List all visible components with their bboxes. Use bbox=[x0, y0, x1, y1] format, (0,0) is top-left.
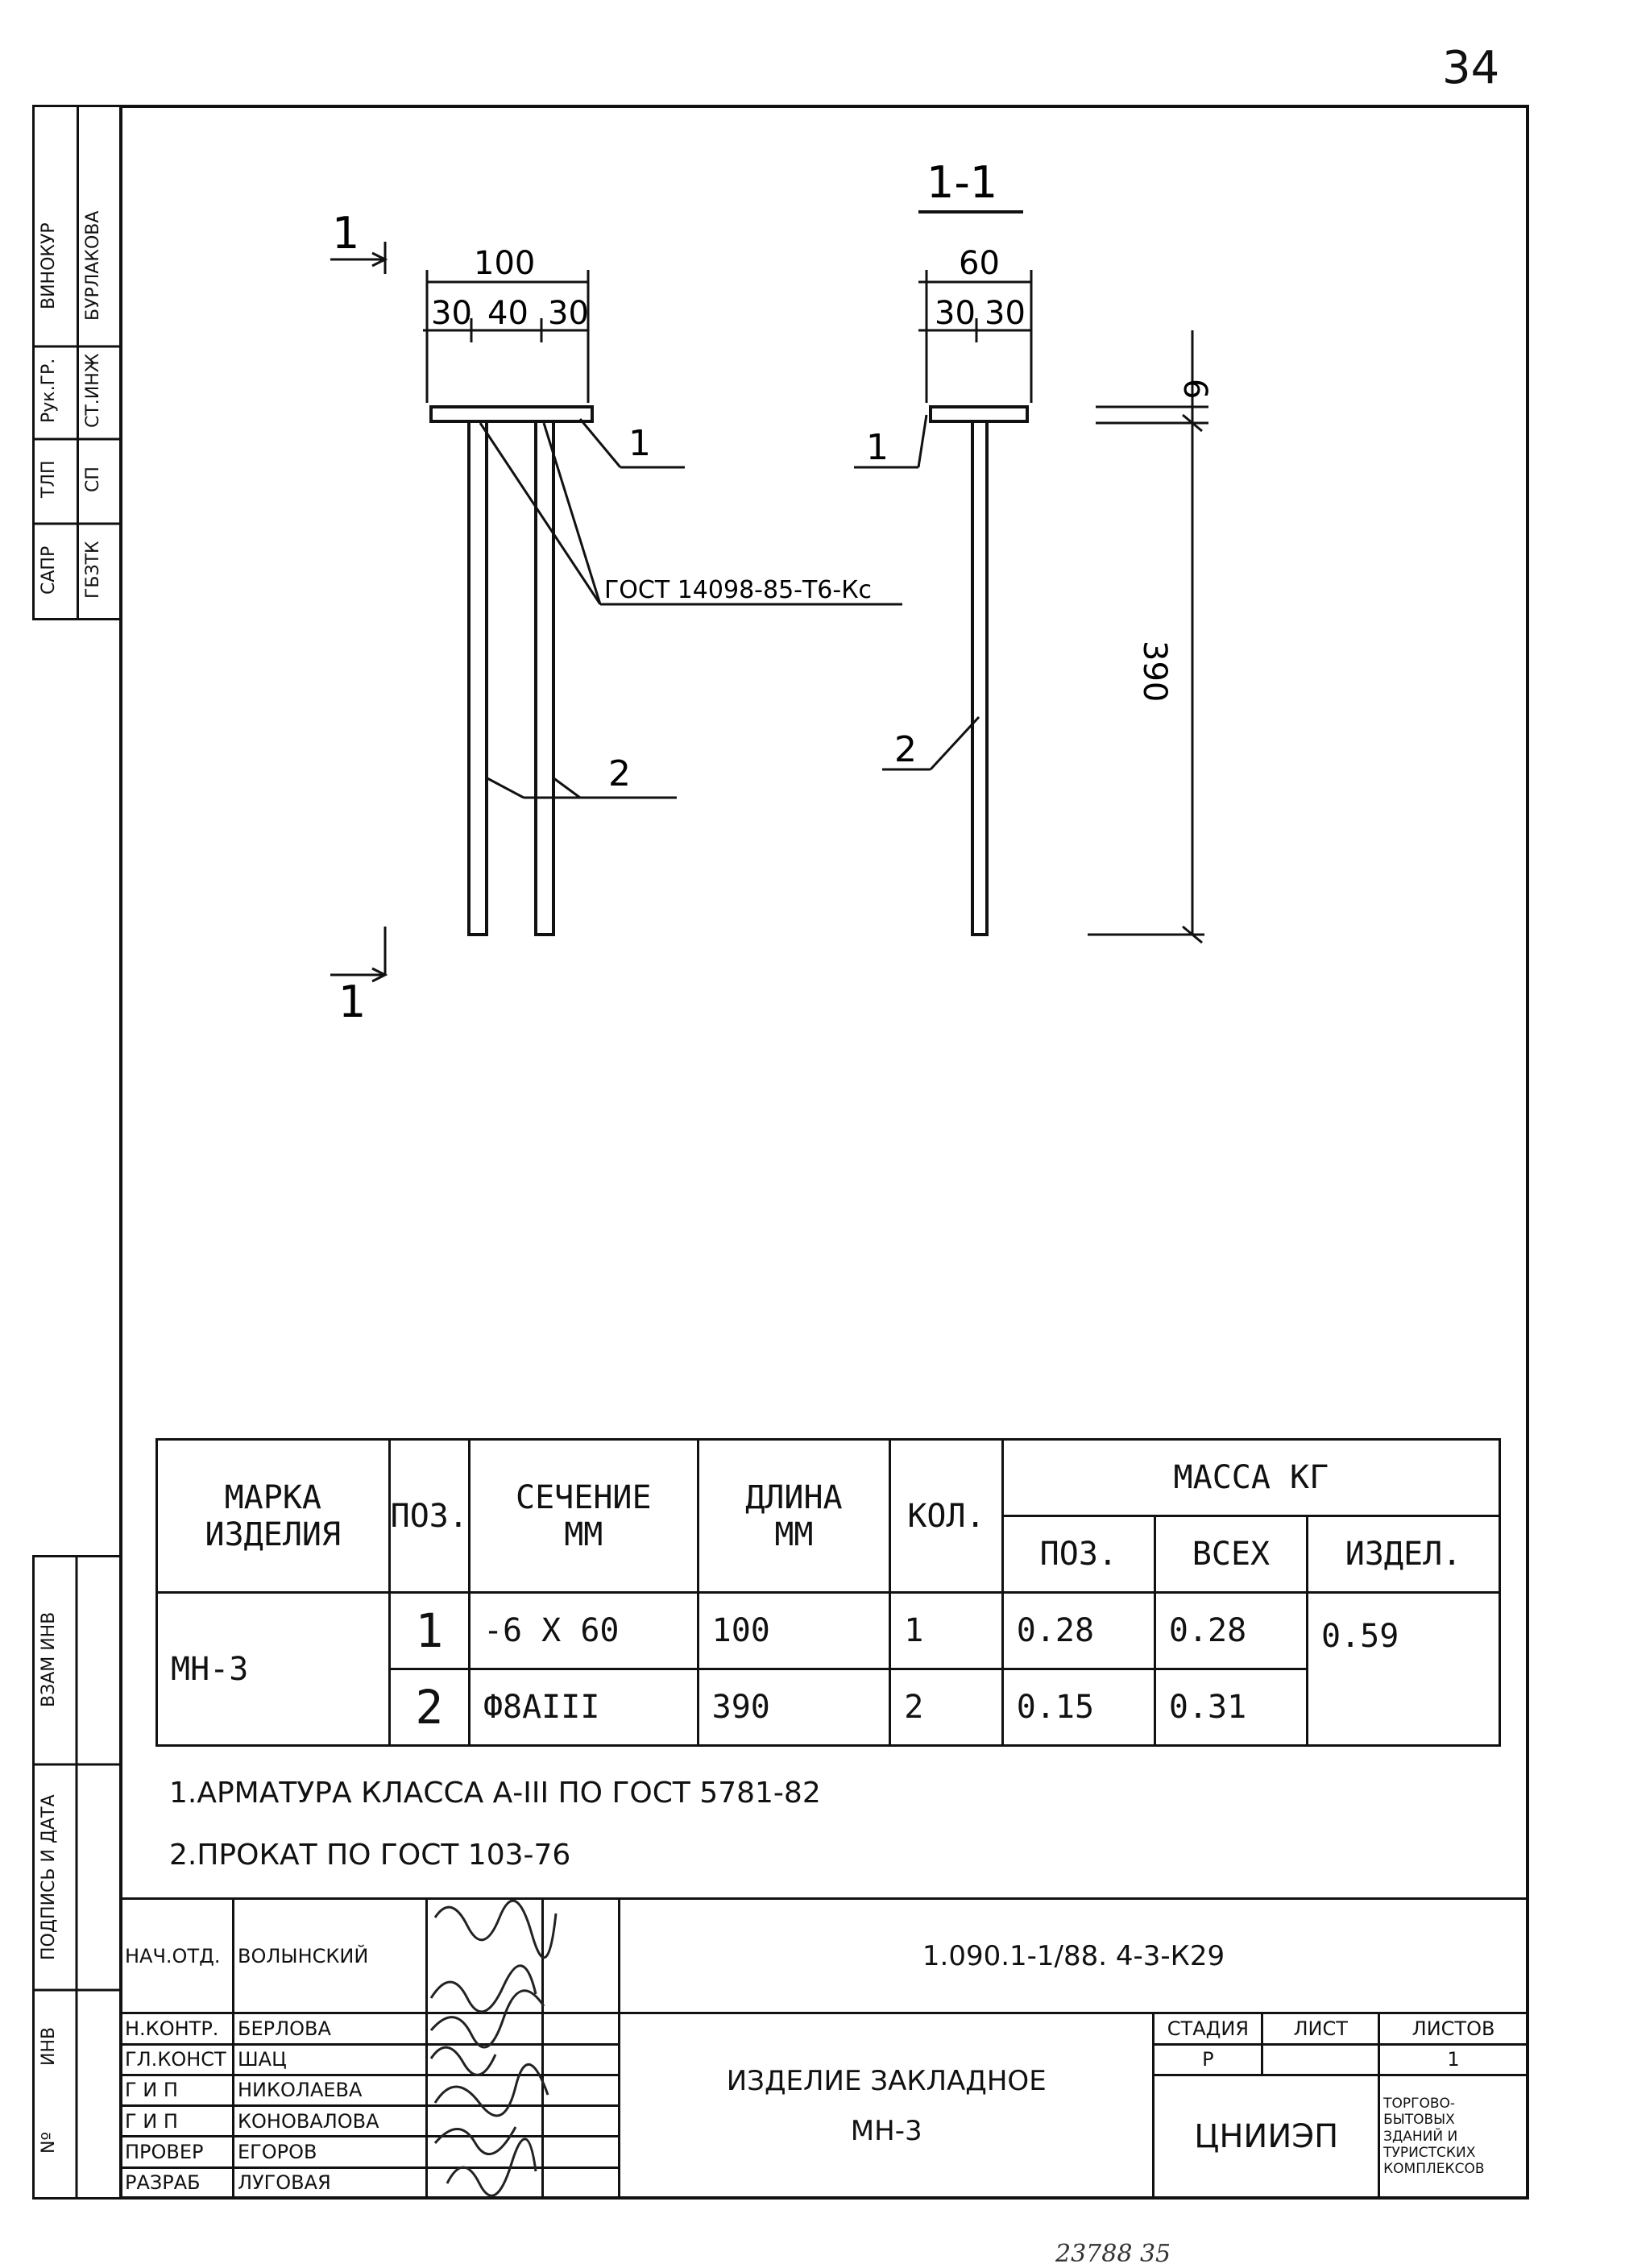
cell-pos: 2 bbox=[389, 1669, 469, 1746]
header-pos: ПОЗ. bbox=[389, 1440, 469, 1593]
side-label-vzam-inv: ВЗАМ ИНВ bbox=[39, 1611, 59, 1708]
side-label-podpis-data: ПОДПИСЬ И ДАТА bbox=[39, 1794, 59, 1960]
doc-title: ИЗДЕЛИЕ ЗАКЛАДНОЕ МН-3 bbox=[619, 2013, 1153, 2199]
role-6: РАЗРАБ bbox=[121, 2167, 234, 2198]
cell-length: 100 bbox=[698, 1593, 890, 1669]
cell-mass-pos: 0.28 bbox=[1002, 1593, 1154, 1669]
side-label-rukgr: Рук.ГР. bbox=[39, 358, 59, 424]
name-1: БЕРЛОВА bbox=[233, 2013, 426, 2044]
dim-main-part-3: 30 bbox=[548, 295, 589, 332]
dim-side-part-2: 30 bbox=[985, 295, 1026, 332]
name-2: ШАЦ bbox=[233, 2044, 426, 2075]
header-length: ДЛИНА ММ bbox=[698, 1440, 890, 1593]
cell-pos: 1 bbox=[389, 1593, 469, 1669]
bottom-code: 23788 35 bbox=[1055, 2240, 1171, 2268]
cell-qty: 1 bbox=[890, 1593, 1003, 1669]
name-6: ЛУГОВАЯ bbox=[233, 2167, 426, 2198]
side-value-burlakova: БУРЛАКОВА bbox=[83, 210, 103, 321]
side-label-sapr: САПР bbox=[39, 545, 59, 595]
role-0: НАЧ.ОТД. bbox=[121, 1899, 234, 2013]
side-value-sp: СП bbox=[83, 466, 103, 492]
weld-note: ГОСТ 14098-85-Т6-Кс bbox=[604, 576, 873, 604]
section-mark-top: 1 bbox=[332, 208, 360, 259]
role-3: Г И П bbox=[121, 2075, 234, 2105]
callout-1-section: 1 bbox=[866, 427, 889, 468]
header-mark: МАРКА ИЗДЕЛИЯ bbox=[157, 1440, 390, 1593]
callout-2-section: 2 bbox=[894, 729, 917, 770]
dim-main-part-2: 40 bbox=[487, 295, 529, 332]
name-5: ЕГОРОВ bbox=[233, 2137, 426, 2167]
name-3: НИКОЛАЕВА bbox=[233, 2075, 426, 2105]
cell-mass-all: 0.28 bbox=[1154, 1593, 1307, 1669]
stage-value: Р bbox=[1154, 2044, 1262, 2075]
side-value-stinzh: СТ.ИНЖ bbox=[83, 353, 103, 429]
stage-label: СТАДИЯ bbox=[1154, 2013, 1262, 2044]
side-label-inv: ИНВ bbox=[39, 2026, 59, 2067]
role-1: Н.КОНТР. bbox=[121, 2013, 234, 2044]
role-2: ГЛ.КОНСТ bbox=[121, 2044, 234, 2075]
dim-side-part-1: 30 bbox=[935, 295, 976, 332]
side-label-tlp: ТЛП bbox=[39, 460, 59, 499]
header-qty: КОЛ. bbox=[890, 1440, 1003, 1593]
org-name: ЦНИИЭП bbox=[1154, 2075, 1379, 2198]
note-2: 2.ПРОКАТ ПО ГОСТ 103-76 bbox=[169, 1839, 571, 1872]
dim-main-part-1: 30 bbox=[431, 295, 472, 332]
header-mass-item: ИЗДЕЛ. bbox=[1308, 1516, 1500, 1593]
sheets-value: 1 bbox=[1379, 2044, 1528, 2075]
sheets-label: ЛИСТОВ bbox=[1379, 2013, 1528, 2044]
sheet-label: ЛИСТ bbox=[1262, 2013, 1379, 2044]
side-value-gbztk: ГБЗТК bbox=[83, 541, 103, 599]
side-label-vinokur: ВИНОКУР bbox=[39, 222, 59, 309]
dim-main-overall: 100 bbox=[474, 245, 536, 282]
cell-section: -6 X 60 bbox=[469, 1593, 698, 1669]
doc-code: 1.090.1-1/88. 4-3-К29 bbox=[619, 1899, 1528, 2013]
header-section: СЕЧЕНИЕ ММ bbox=[469, 1440, 698, 1593]
header-mass: МАССА КГ bbox=[1002, 1440, 1499, 1516]
dim-plate-thickness: 6 bbox=[1176, 379, 1213, 400]
page-number: 34 bbox=[1442, 42, 1500, 94]
cell-length: 390 bbox=[698, 1669, 890, 1746]
cell-section: Ф8АIII bbox=[469, 1669, 698, 1746]
role-4: Г И П bbox=[121, 2106, 234, 2137]
name-4: КОНОВАЛОВА bbox=[233, 2106, 426, 2137]
cell-mark: МН-3 bbox=[157, 1593, 390, 1746]
note-1: 1.АРМАТУРА КЛАССА А-III ПО ГОСТ 5781-82 bbox=[169, 1777, 821, 1810]
cell-qty: 2 bbox=[890, 1669, 1003, 1746]
name-0: ВОЛЫНСКИЙ bbox=[233, 1899, 426, 2013]
cell-mass-all: 0.31 bbox=[1154, 1669, 1307, 1746]
section-mark-bottom: 1 bbox=[338, 976, 367, 1027]
header-mass-pos: ПОЗ. bbox=[1002, 1516, 1154, 1593]
org-desc: ТОРГОВО- БЫТОВЫХ ЗДАНИЙ И ТУРИСТСКИХ КОМПЛЕКСОВ bbox=[1379, 2075, 1528, 2198]
side-label-no: Nº bbox=[39, 2132, 59, 2154]
role-5: ПРОВЕР bbox=[121, 2137, 234, 2167]
section-title: 1-1 bbox=[926, 157, 998, 208]
dim-side-overall: 60 bbox=[959, 245, 1000, 282]
dim-bar-length: 390 bbox=[1136, 641, 1173, 703]
cell-mass-pos: 0.15 bbox=[1002, 1669, 1154, 1746]
callout-2-main: 2 bbox=[608, 753, 631, 794]
callout-1-main: 1 bbox=[628, 423, 651, 464]
header-mass-all: ВСЕХ bbox=[1154, 1516, 1307, 1593]
cell-mass-item: 0.59 bbox=[1308, 1593, 1500, 1746]
